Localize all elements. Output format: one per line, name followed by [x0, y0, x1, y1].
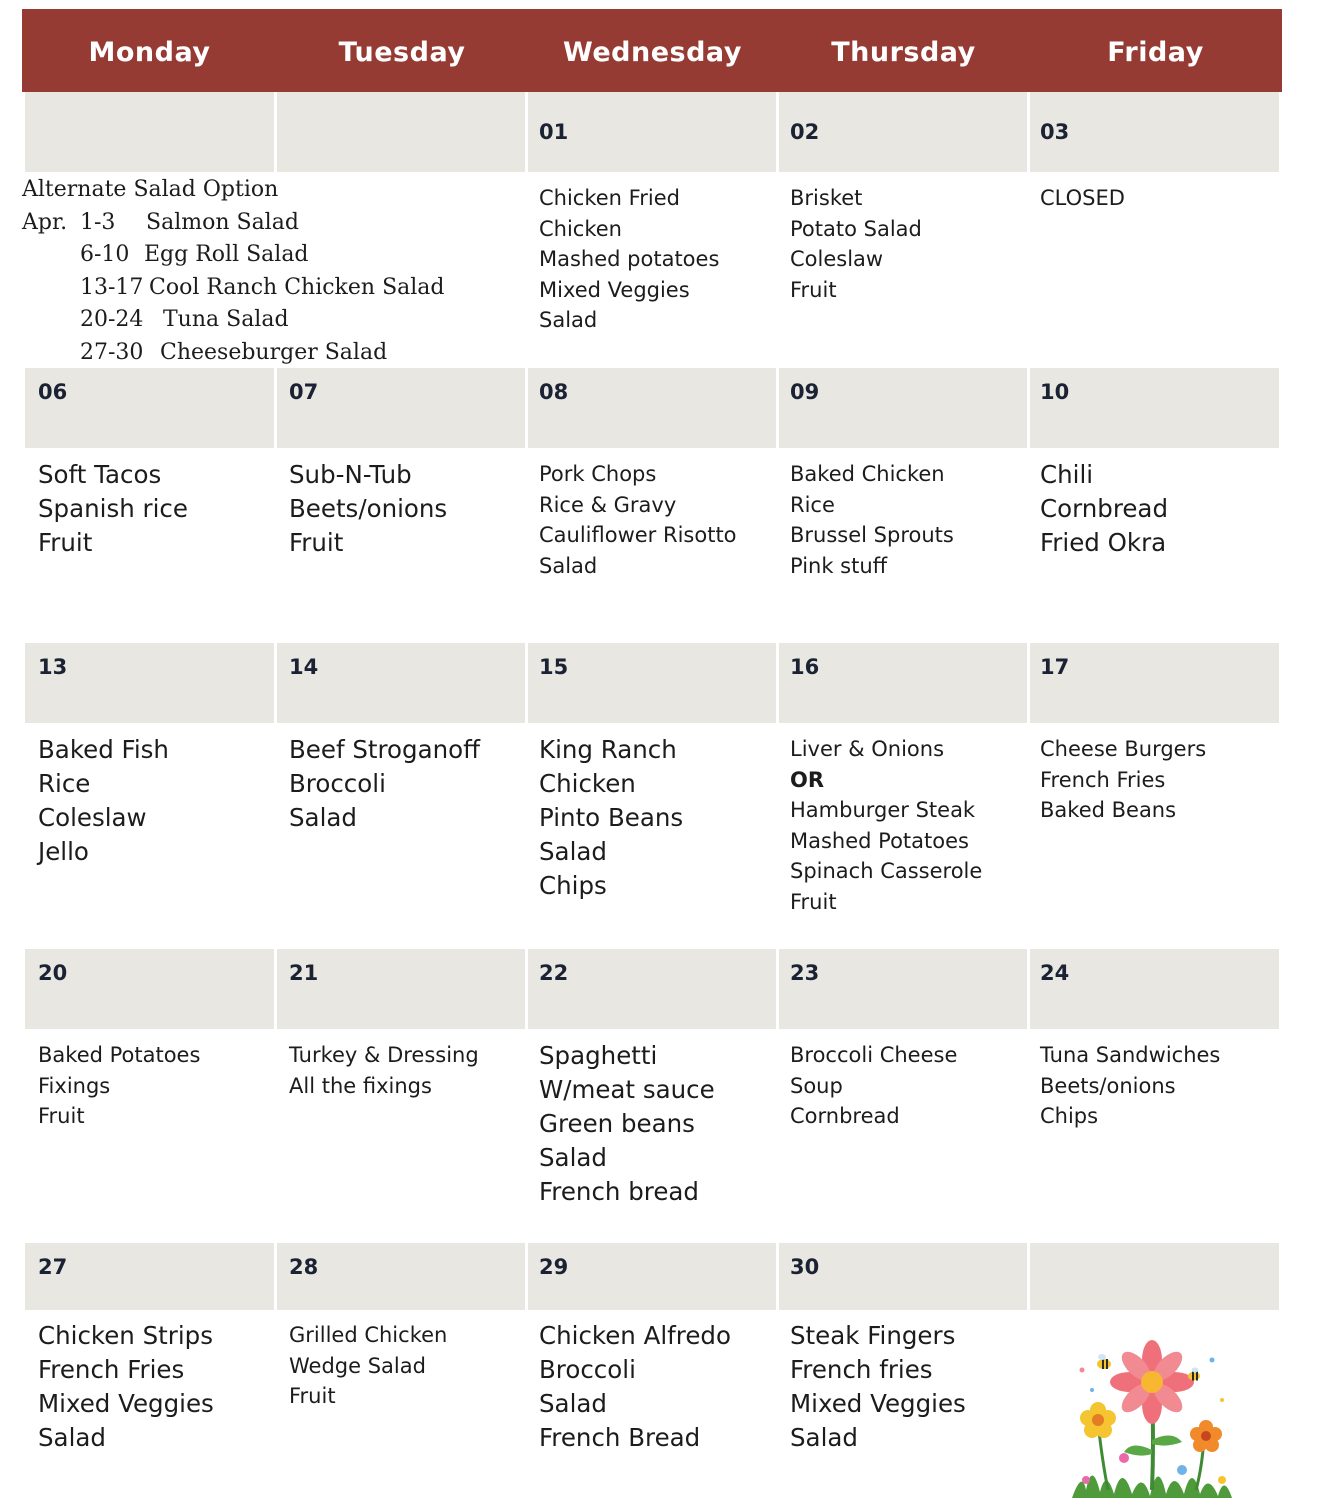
menu-item: Pink stuff — [790, 553, 888, 578]
date-01: 01 — [539, 120, 569, 144]
menu-item: Fruit — [289, 1384, 336, 1408]
alternate-salad-option — [22, 174, 445, 369]
menu-item: Fried Okra — [1040, 528, 1167, 557]
menu-item: Tuna Sandwiches — [1040, 1043, 1221, 1067]
menu-item: Soft Tacos — [38, 460, 162, 489]
menu-15 — [539, 733, 683, 903]
menu-item: Baked Beans — [1040, 798, 1177, 822]
alternate-salad-name: Tuna Salad — [163, 307, 289, 332]
menu-item: Salad — [539, 837, 607, 866]
header-friday: Friday — [1107, 37, 1204, 68]
menu-item: Turkey & Dressing — [289, 1043, 479, 1067]
menu-item: Coleslaw — [790, 247, 884, 271]
menu-22 — [539, 1039, 715, 1209]
date-bar-week-4 — [25, 949, 1279, 1029]
menu-23 — [790, 1040, 957, 1132]
date-bar-week-2 — [25, 368, 1279, 448]
alternate-salad-range: 6-10 — [80, 242, 130, 267]
menu-item: Chicken — [539, 216, 622, 241]
menu-item: Cornbread — [790, 1104, 900, 1128]
menu-item: French Fries — [1040, 767, 1166, 792]
menu-item: Sub-N-Tub — [289, 460, 412, 489]
menu-item: Mashed Potatoes — [790, 828, 969, 853]
alternate-salad-range: 27-30 — [80, 339, 144, 365]
menu-item: Salad — [539, 1389, 607, 1418]
menu-item: Cheese Burgers — [1040, 737, 1207, 761]
alternate-salad-range: 1-3 — [80, 209, 116, 235]
menu-item: Fruit — [790, 889, 837, 914]
menu-item: French Fries — [38, 1355, 185, 1384]
menu-item: Fruit — [38, 528, 93, 557]
menu-item: Coleslaw — [38, 803, 147, 832]
date-24: 24 — [1040, 961, 1070, 985]
menu-06 — [38, 458, 188, 560]
alternate-salad-range: 20-24 — [80, 307, 144, 332]
date-09: 09 — [790, 380, 820, 404]
menu-29 — [539, 1319, 731, 1455]
alternate-salad-title: Alternate Salad Option — [22, 177, 279, 202]
date-02: 02 — [790, 120, 820, 144]
menu-17 — [1040, 734, 1206, 826]
menu-item: Grilled Chicken — [289, 1323, 448, 1347]
alternate-salad-entry — [22, 207, 299, 240]
menu-item: French bread — [539, 1177, 699, 1206]
alternate-salad-entry — [22, 272, 445, 305]
menu-item: Chicken Strips — [38, 1321, 213, 1350]
menu-09 — [790, 459, 954, 581]
menu-item: Chicken Fried — [539, 186, 680, 210]
menu-10 — [1040, 458, 1168, 560]
menu-item: King Ranch — [539, 735, 677, 764]
date-20: 20 — [38, 961, 68, 985]
menu-item: Pork Chops — [539, 462, 657, 486]
menu-item: Jello — [38, 837, 89, 866]
menu-28 — [289, 1320, 447, 1412]
column-divider — [1027, 92, 1030, 1310]
alternate-salad-entry — [22, 337, 388, 370]
menu-item: Steak Fingers — [790, 1321, 956, 1350]
menu-item: Cornbread — [1040, 494, 1168, 523]
alternate-salad-month: Apr. — [22, 209, 68, 235]
date-29: 29 — [539, 1255, 569, 1279]
menu-item: Chili — [1040, 460, 1094, 489]
header-monday: Monday — [88, 37, 211, 68]
alternate-salad-name: Cool Ranch Chicken Salad — [149, 274, 445, 300]
menu-item: Beets/onions — [1040, 1073, 1176, 1098]
flower-illustration-icon — [1062, 1330, 1242, 1500]
date-22: 22 — [539, 961, 569, 985]
menu-item: Spaghetti — [539, 1041, 658, 1070]
menu-08 — [539, 459, 737, 581]
menu-item: French Bread — [539, 1423, 701, 1452]
menu-01 — [539, 183, 719, 336]
alternate-salad-name: Egg Roll Salad — [144, 242, 309, 267]
date-06: 06 — [38, 380, 68, 404]
date-17: 17 — [1040, 655, 1070, 679]
menu-item: All the fixings — [289, 1073, 432, 1098]
menu-03 — [1040, 183, 1125, 214]
menu-item: Chicken Alfredo — [539, 1321, 731, 1350]
date-15: 15 — [539, 655, 569, 679]
menu-item: CLOSED — [1040, 186, 1125, 210]
column-divider — [776, 92, 779, 1310]
header-tuesday: Tuesday — [338, 37, 466, 68]
menu-item: Hamburger Steak — [790, 798, 976, 822]
menu-item: Fruit — [289, 528, 344, 557]
menu-item: Spanish rice — [38, 494, 188, 523]
weekday-header — [22, 9, 1282, 92]
menu-item-or: OR — [790, 767, 825, 792]
menu-02 — [790, 183, 922, 305]
header-thursday: Thursday — [831, 37, 976, 68]
alternate-salad-range: 13-17 — [80, 274, 144, 300]
date-21: 21 — [289, 961, 319, 985]
menu-item: Spinach Casserole — [790, 859, 983, 883]
menu-item: Salad — [539, 1143, 607, 1172]
menu-item: Potato Salad — [790, 216, 922, 241]
menu-item: Baked Fish — [38, 735, 169, 764]
header-wednesday: Wednesday — [563, 37, 742, 68]
date-16: 16 — [790, 655, 820, 679]
menu-item: Beef Stroganoff — [289, 735, 481, 764]
menu-item: Mixed Veggies — [790, 1389, 966, 1418]
menu-20 — [38, 1040, 200, 1132]
date-03: 03 — [1040, 120, 1070, 144]
menu-27 — [38, 1319, 214, 1455]
alternate-salad-entry — [22, 239, 309, 272]
menu-item: Liver & Onions — [790, 737, 945, 761]
menu-item: Green beans — [539, 1109, 695, 1138]
menu-item: Mixed Veggies — [539, 277, 690, 302]
menu-13 — [38, 733, 169, 869]
menu-item: Baked Chicken — [790, 462, 945, 486]
menu-item: Baked Potatoes — [38, 1043, 201, 1067]
menu-item: Salad — [38, 1423, 106, 1452]
date-28: 28 — [289, 1255, 319, 1279]
date-10: 10 — [1040, 380, 1070, 404]
menu-item: Fixings — [38, 1073, 111, 1098]
alternate-salad-entry — [22, 304, 289, 337]
menu-item: Chicken — [539, 769, 636, 798]
menu-item: Beets/onions — [289, 494, 448, 523]
menu-14 — [289, 733, 480, 835]
menu-item: Salad — [539, 553, 598, 578]
menu-item: Fruit — [38, 1104, 85, 1128]
menu-item: Rice — [38, 769, 91, 798]
alternate-salad-name: Cheeseburger Salad — [160, 339, 388, 365]
date-14: 14 — [289, 655, 319, 679]
menu-item: Broccoli Cheese — [790, 1043, 958, 1067]
menu-item: French fries — [790, 1355, 933, 1384]
date-bar-week-1 — [25, 92, 1279, 172]
menu-item: Salad — [790, 1423, 858, 1452]
menu-item: Chips — [539, 871, 607, 900]
menu-item: Broccoli — [289, 769, 386, 798]
menu-item: Salad — [289, 803, 357, 832]
date-30: 30 — [790, 1255, 820, 1279]
menu-16 — [790, 734, 982, 917]
menu-item: Mashed potatoes — [539, 247, 720, 271]
menu-item: Mixed Veggies — [38, 1389, 214, 1418]
menu-item: Fruit — [790, 277, 837, 302]
menu-item: Brisket — [790, 186, 863, 210]
alternate-salad-name: Salmon Salad — [146, 209, 299, 235]
date-13: 13 — [38, 655, 68, 679]
menu-item: Cauliflower Risotto — [539, 523, 737, 547]
menu-item: Wedge Salad — [289, 1353, 426, 1378]
menu-item: Rice — [790, 492, 835, 517]
date-08: 08 — [539, 380, 569, 404]
menu-item: Soup — [790, 1073, 843, 1098]
menu-24 — [1040, 1040, 1220, 1132]
menu-21 — [289, 1040, 479, 1101]
menu-item: Brussel Sprouts — [790, 523, 954, 547]
menu-30 — [790, 1319, 966, 1455]
menu-item: Salad — [539, 308, 598, 332]
menu-07 — [289, 458, 447, 560]
menu-item: Rice & Gravy — [539, 492, 677, 517]
date-bar-week-5 — [25, 1243, 1279, 1310]
date-27: 27 — [38, 1255, 68, 1279]
menu-item: Pinto Beans — [539, 803, 684, 832]
date-bar-week-3 — [25, 643, 1279, 723]
date-23: 23 — [790, 961, 820, 985]
menu-item: Chips — [1040, 1104, 1099, 1128]
date-07: 07 — [289, 380, 319, 404]
menu-item: Broccoli — [539, 1355, 636, 1384]
menu-item: W/meat sauce — [539, 1075, 715, 1104]
